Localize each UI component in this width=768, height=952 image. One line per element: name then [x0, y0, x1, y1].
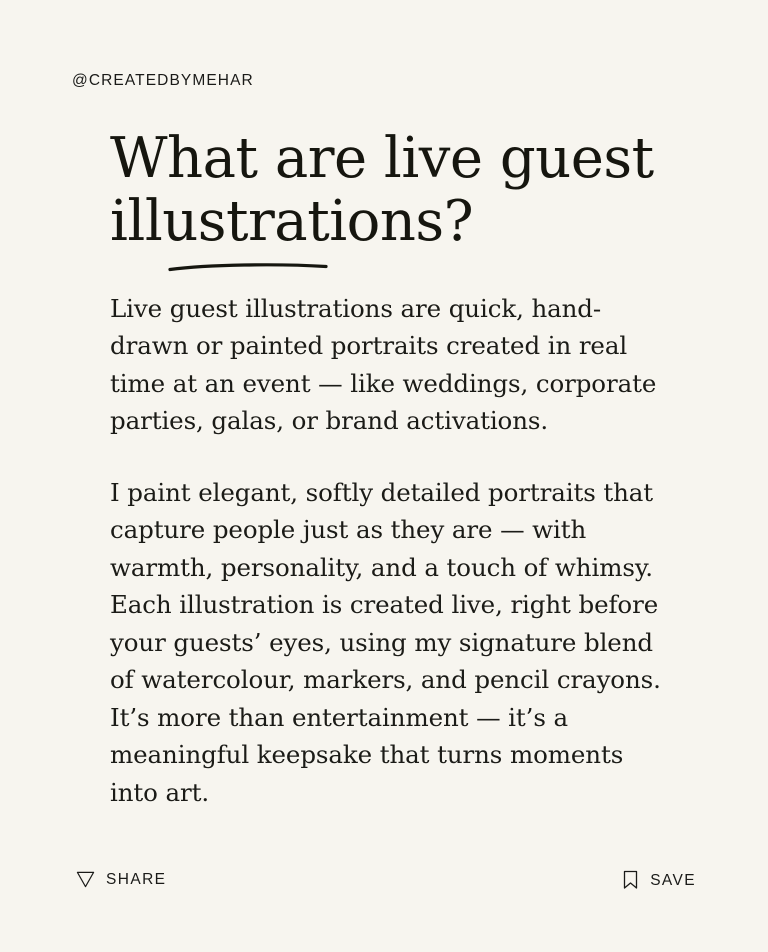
- save-label: SAVE: [650, 871, 696, 889]
- paragraph: I paint elegant, softly detailed portraits that capture people just as they are — with warmth, personality, and a touch of whimsy. Each illustration is created live, right before your guests’ eyes, using my signature blend of watercolour, markers, and pencil crayons. It’s more than entertainment — it’s a meaningful keepsake that turns moments into art.: [110, 477, 661, 807]
- share-label: SHARE: [106, 871, 167, 889]
- bookmark-icon: [622, 870, 639, 890]
- post-body: [110, 290, 670, 811]
- footer-actions: [72, 870, 696, 896]
- page-title: What are live guest illustrations?: [110, 126, 654, 254]
- send-icon: [76, 870, 95, 889]
- title-underline-decoration: [168, 262, 328, 272]
- paragraph: Live guest illustrations are quick, hand-drawn or painted portraits created in real time at an event — like weddings, corporate parties, galas, or brand activations.: [110, 294, 657, 436]
- account-handle: @CREATEDBYMEHAR: [72, 72, 254, 89]
- save-button[interactable]: [622, 870, 696, 890]
- share-button[interactable]: [76, 870, 166, 889]
